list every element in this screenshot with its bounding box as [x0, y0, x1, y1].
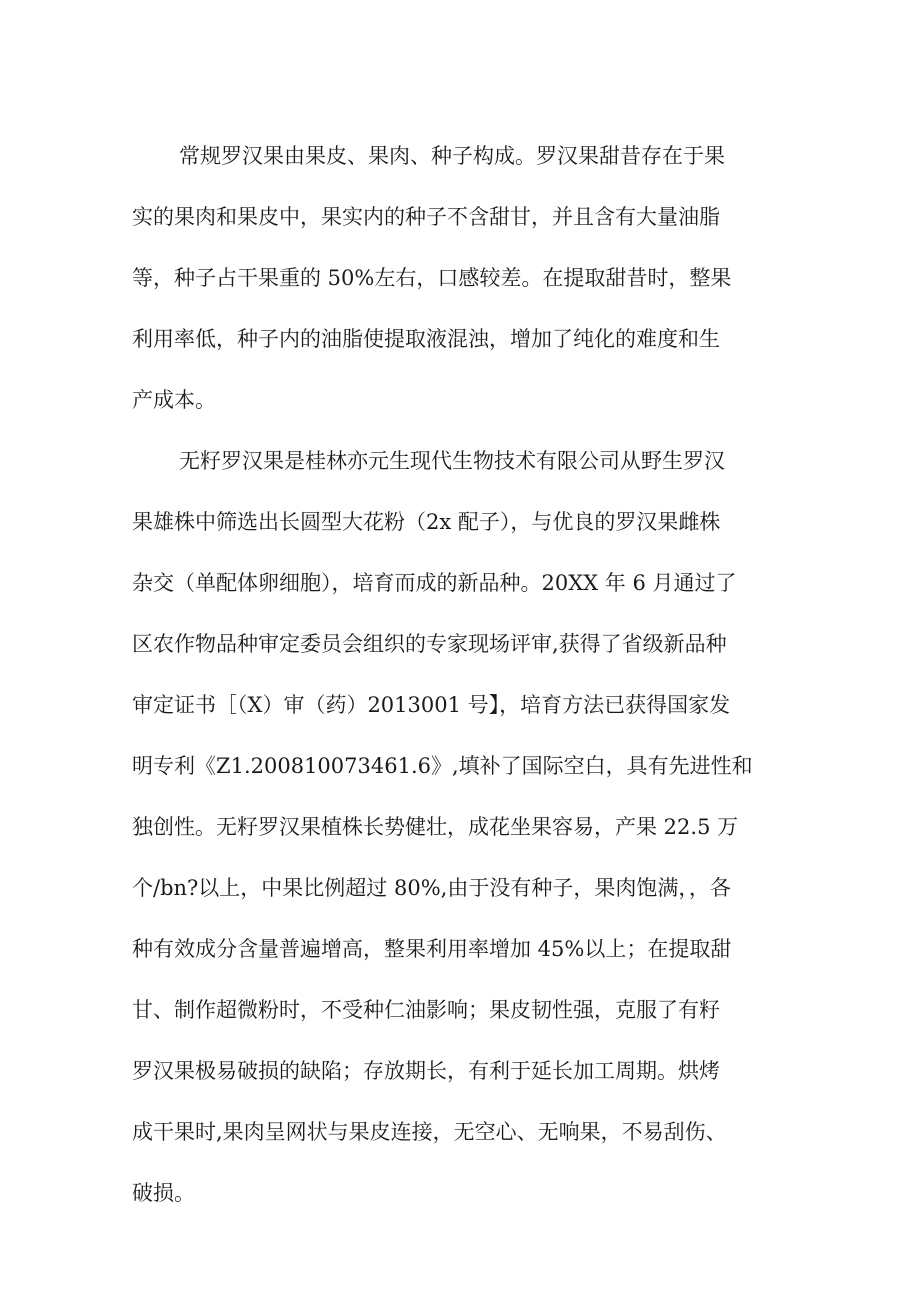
paragraph-1-line-4: 利用率低，种子内的油脂使提取液混浊，增加了纯化的难度和生 — [132, 327, 720, 351]
paragraph-2-line-1: 无籽罗汉果是桂林亦元生现代生物技术有限公司从野生罗汉 — [179, 449, 725, 473]
paragraph-1-line-5: 产成本。 — [132, 388, 216, 412]
paragraph-2-line-3: 杂交（单配体卵细胞），培育而成的新品种。20XX 年 6 月通过了 — [132, 571, 737, 595]
paragraph-1-line-3: 等，种子占干果重的 50%左右，口感较差。在提取甜昔时，整果 — [132, 266, 732, 290]
paragraph-2-line-8: 个/bn?以上，中果比例超过 80%,由于没有种子，果肉饱满，，各 — [132, 876, 731, 900]
paragraph-2-line-9: 种有效成分含量普遍增高，整果利用率增加 45%以上；在提取甜 — [132, 937, 732, 961]
paragraph-1-line-2: 实的果肉和果皮中，果实内的种子不含甜甘，并且含有大量油脂 — [132, 205, 720, 229]
paragraph-2-line-6: 明专利《Z1.200810073461.6》,填补了国际空白，具有先进性和 — [132, 754, 753, 778]
paragraph-2-line-11: 罗汉果极易破损的缺陷；存放期长，有利于延长加工周期。烘烤 — [132, 1059, 720, 1083]
paragraph-2-line-12: 成干果时,果肉呈网状与果皮连接，无空心、无响果，不易刮伤、 — [132, 1120, 727, 1144]
paragraph-2-line-4: 区农作物品种审定委员会组织的专家现场评审,获得了省级新品种 — [132, 632, 727, 656]
paragraph-2-line-2: 果雄株中筛选出长圆型大花粉（2x 配子），与优良的罗汉果雌株 — [132, 510, 721, 534]
paragraph-1-line-1: 常规罗汉果由果皮、果肉、种子构成。罗汉果甜昔存在于果 — [179, 144, 725, 168]
paragraph-2-line-5: 审定证书［（X）审（药）2013001 号】，培育方法已获得国家发 — [132, 693, 731, 717]
paragraph-2-line-7: 独创性。无籽罗汉果植株长势健壮，成花坐果容易，产果 22.5 万 — [132, 815, 739, 839]
paragraph-2-line-10: 甘、制作超微粉时，不受种仁油影响；果皮韧性强，克服了有籽 — [132, 998, 720, 1022]
paragraph-2-line-13: 破损。 — [132, 1181, 195, 1205]
